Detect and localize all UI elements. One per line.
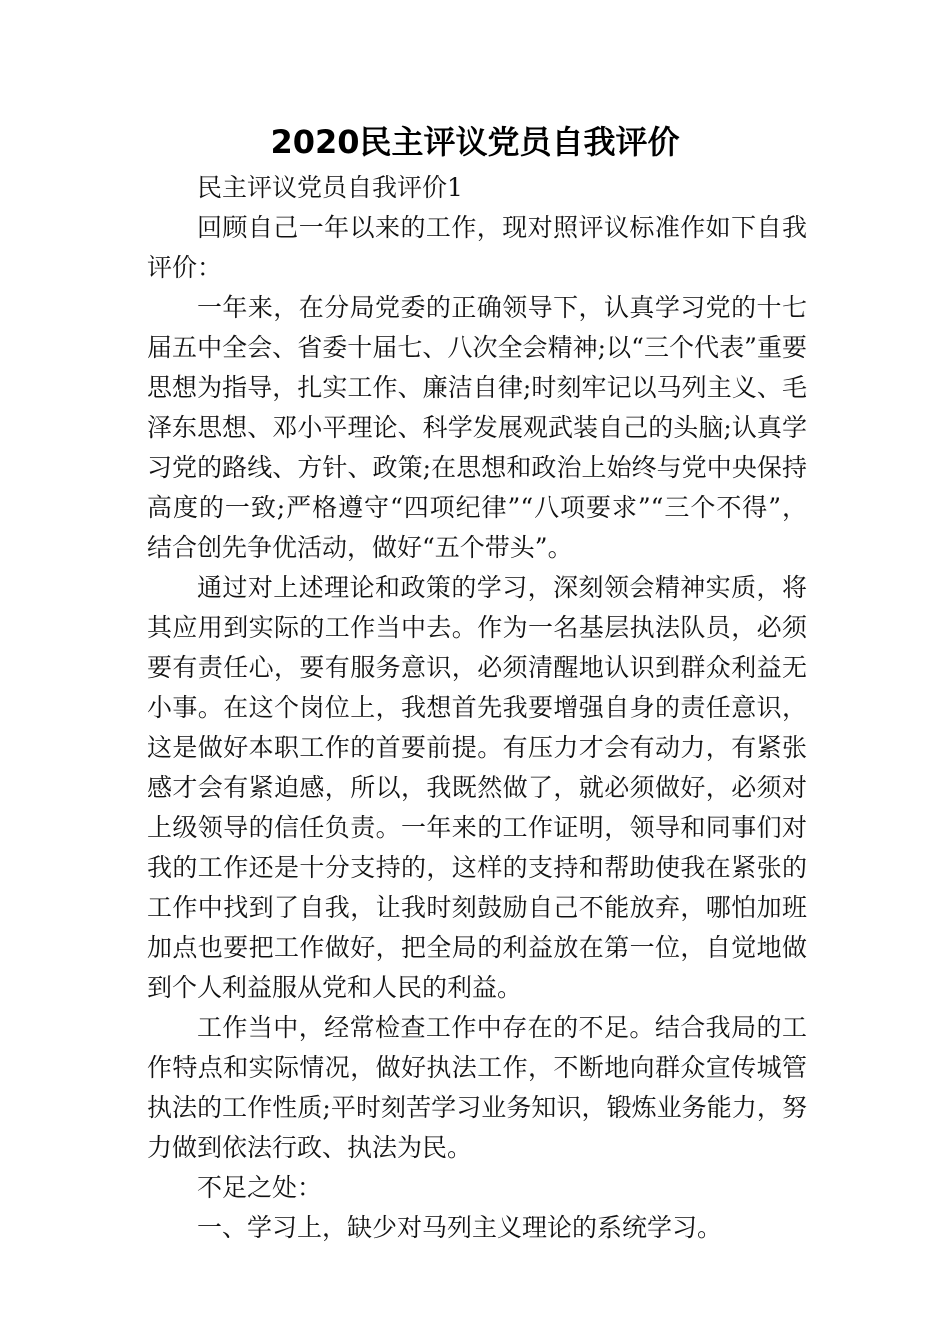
paragraph-subtitle: 民主评议党员自我评价1 (197, 173, 463, 202)
paragraph-shortcomings-heading: 不足之处： (197, 1173, 323, 1202)
document-title: 2020民主评议党员自我评价 (270, 123, 680, 161)
paragraph-application: 通过对上述理论和政策的学习，深刻领会精神实质，将其应用到实际的工作当中去。作为一名基层执法队员，必须要有责任心，要有服务意识，必须清醒地认识到群众利益无小事。在这个岗位上，我想首先我要增强自身的责任意识，这是做好本职工作的首要前提。有压力才会有动力，有紧张感才会有紧迫感，所以，我既然做了，就必须做好，必须对上级领导的信任负责。一年来的工作证明，领导和同事们对我的工作还是十分支持的，这样的支持和帮助使我在紧张的工作中找到了自我，让我时刻鼓励自己不能放弃，哪怕加班加点也要把工作做好，把全局的利益放在第一位，自觉地做到个人利益服从党和人民的利益。 (147, 573, 807, 1002)
document-body (147, 168, 807, 1248)
paragraph-study: 一年来，在分局党委的正确领导下，认真学习党的十七届五中全会、省委十届七、八次全会精神;以“三个代表”重要思想为指导，扎实工作、廉洁自律;时刻牢记以马列主义、毛泽东思想、邓小平理论、科学发展观武装自己的头脑;认真学习党的路线、方针、政策;在思想和政治上始终与党中央保持高度的一致;严格遵守“四项纪律”“八项要求”“三个不得”，结合创先争优活动，做好“五个带头”。 (147, 293, 807, 562)
paragraph-work: 工作当中，经常检查工作中存在的不足。结合我局的工作特点和实际情况，做好执法工作，不断地向群众宣传城管执法的工作性质;平时刻苦学习业务知识，锻炼业务能力，努力做到依法行政、执法为民。 (147, 1013, 807, 1162)
paragraph-intro: 回顾自己一年以来的工作，现对照评议标准作如下自我评价： (147, 213, 807, 282)
paragraph-shortcoming-1: 一、学习上，缺少对马列主义理论的系统学习。 (197, 1213, 723, 1242)
